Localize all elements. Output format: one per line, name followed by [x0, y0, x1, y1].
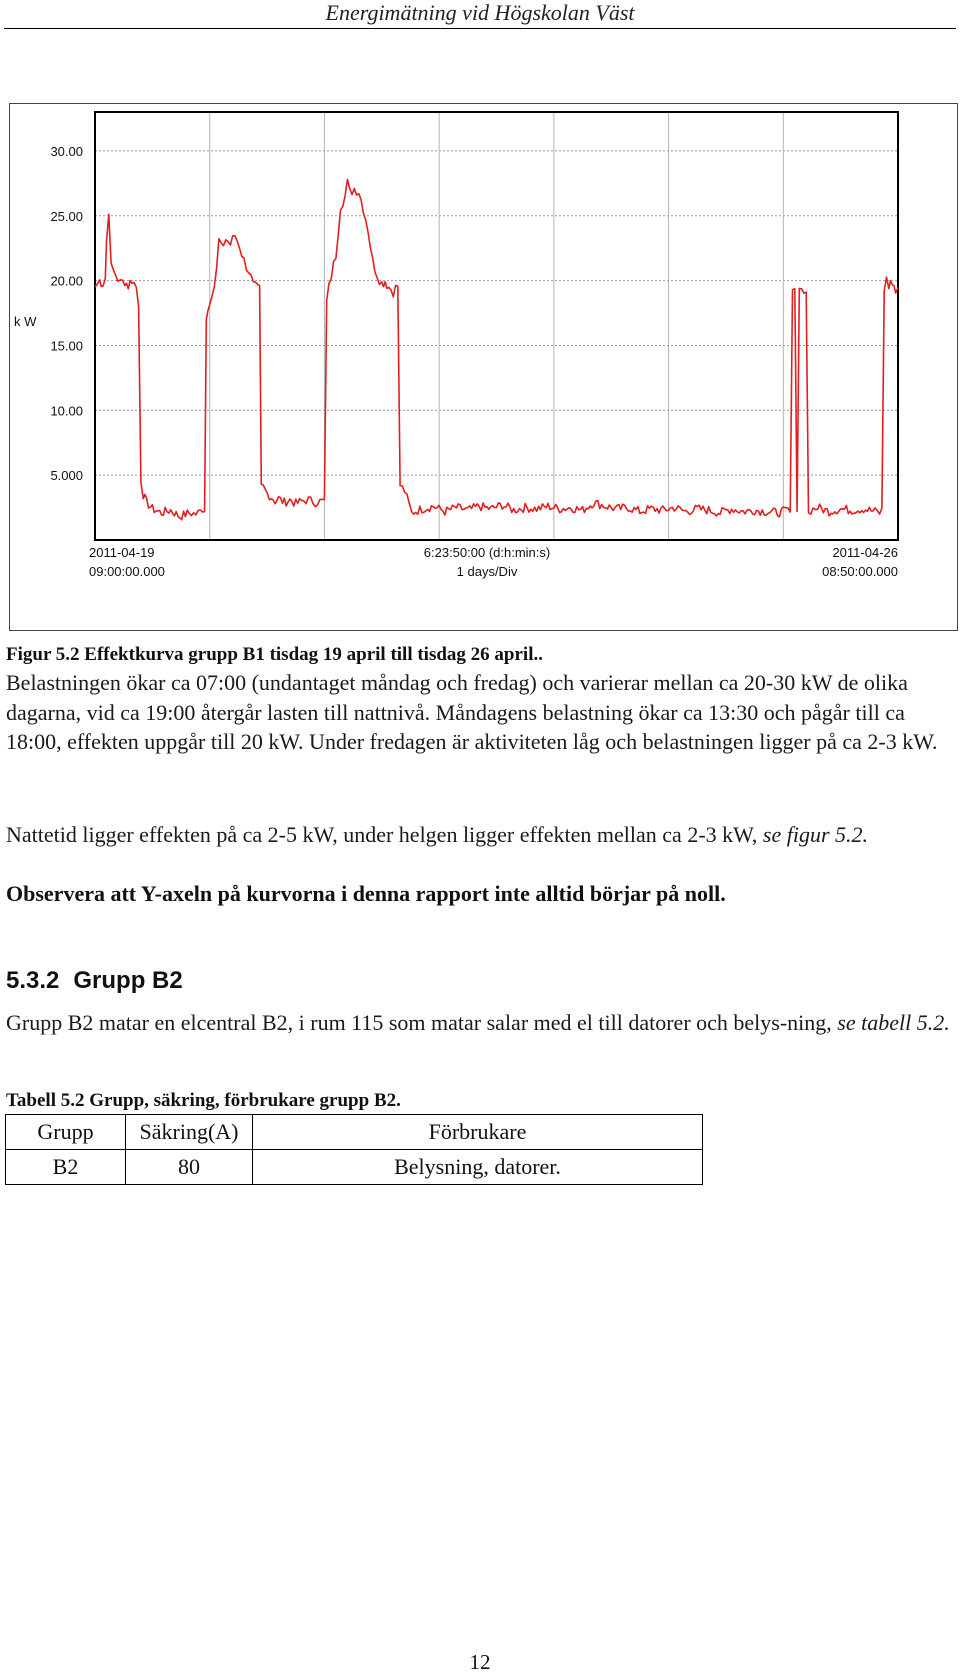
- x-end-date: 2011-04-26: [832, 545, 898, 560]
- y-tick-label: 15.00: [50, 338, 83, 354]
- table-cell-forbrukare: Belysning, datorer.: [253, 1150, 703, 1185]
- section-paragraph-text: Grupp B2 matar en elcentral B2, i rum 115 som matar salar med el till datorer och belys-ning,: [6, 1010, 838, 1035]
- x-end-time: 08:50:00.000: [822, 564, 898, 579]
- table-header-forbrukare: Förbrukare: [253, 1115, 703, 1150]
- y-tick-label: 30.00: [50, 143, 83, 159]
- y-tick-label: 10.00: [50, 403, 83, 419]
- y-axis-label: k W: [14, 314, 37, 329]
- header-title: Energimätning vid Högskolan Väst: [325, 0, 635, 25]
- x-start-time: 09:00:00.000: [89, 564, 165, 579]
- x-span-div: 1 days/Div: [456, 564, 518, 579]
- table-header-sakring: Säkring(A): [126, 1115, 253, 1150]
- chart-grid: [95, 112, 898, 540]
- figure-caption: Figur 5.2 Effektkurva grupp B1 tisdag 19 april till tisdag 26 april..: [6, 644, 543, 665]
- chart-svg: [10, 104, 957, 630]
- fuse-table: [5, 1114, 703, 1185]
- header-rule: [4, 28, 956, 29]
- paragraph-1: Belastningen ökar ca 07:00 (undantaget måndag och fredag) och varierar mellan ca 20-30 kW de olika dagarna, vid ca 19:00 återgår lasten till nattnivå. Måndagens belastning ökar ca 13:30 och pågår till ca 18:00, effekten uppgår till 20 kW. Under fredagen är aktiviteten låg och belastningen ligger på ca 2-3 kW.: [6, 670, 938, 754]
- page-number: 12: [469, 1650, 491, 1674]
- table-row: [6, 1150, 703, 1185]
- y-tick-label: 20.00: [50, 273, 83, 289]
- section-paragraph: [6, 1008, 954, 1038]
- paragraph-2-text: Nattetid ligger effekten på ca 2-5 kW, under helgen ligger effekten mellan ca 2-3 kW,: [6, 822, 763, 847]
- table-cell-grupp: B2: [6, 1150, 126, 1185]
- x-start-date: 2011-04-19: [89, 545, 155, 560]
- table-header-row: [6, 1115, 703, 1150]
- table-reference: se tabell 5.2.: [837, 1010, 950, 1035]
- table-cell-sakring: 80: [126, 1150, 253, 1185]
- plot-frame: [95, 112, 898, 540]
- section-title: Grupp B2: [73, 967, 183, 994]
- y-tick-label: 5.000: [50, 468, 83, 484]
- power-chart: [9, 103, 958, 631]
- figure-reference: se figur 5.2.: [762, 822, 869, 847]
- section-heading: [6, 966, 183, 996]
- x-span-duration: 6:23:50:00 (d:h:min:s): [423, 545, 551, 560]
- note-y-axis: Observera att Y-axeln på kurvorna i denna rapport inte alltid börjar på noll.: [6, 881, 726, 906]
- series-line-effekt: [95, 180, 898, 520]
- table-caption: Tabell 5.2 Grupp, säkring, förbrukare grupp B2.: [6, 1090, 401, 1111]
- table-header-grupp: Grupp: [6, 1115, 126, 1150]
- section-number: 5.3.2: [6, 967, 60, 994]
- y-tick-label: 25.00: [50, 208, 83, 224]
- paragraph-2: [6, 820, 954, 850]
- y-ticks: [50, 144, 83, 483]
